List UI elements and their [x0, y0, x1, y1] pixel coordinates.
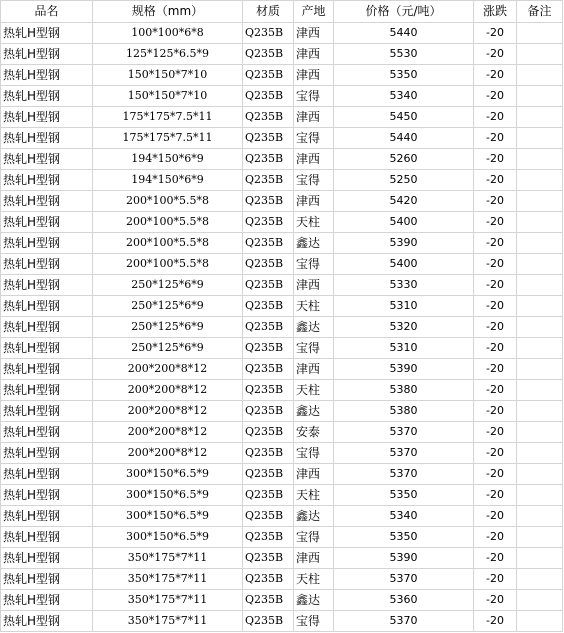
- table-row: [1, 149, 563, 170]
- cell-spec: 175*175*7.5*11: [93, 128, 243, 149]
- cell-price: 5450: [334, 107, 474, 128]
- cell-origin: 宝得: [294, 611, 334, 632]
- cell-product-name: 热轧H型钢: [1, 23, 93, 44]
- cell-material: Q235B: [243, 527, 294, 548]
- cell-product-name: 热轧H型钢: [1, 317, 93, 338]
- cell-material: Q235B: [243, 233, 294, 254]
- cell-note: [517, 590, 563, 611]
- cell-spec: 300*150*6.5*9: [93, 506, 243, 527]
- cell-change: -20: [474, 380, 517, 401]
- cell-price: 5340: [334, 506, 474, 527]
- cell-origin: 天柱: [294, 485, 334, 506]
- cell-material: Q235B: [243, 275, 294, 296]
- cell-origin: 津西: [294, 107, 334, 128]
- cell-material: Q235B: [243, 464, 294, 485]
- table-row: [1, 86, 563, 107]
- cell-material: Q235B: [243, 548, 294, 569]
- cell-note: [517, 359, 563, 380]
- table-row: [1, 464, 563, 485]
- cell-origin: 津西: [294, 44, 334, 65]
- cell-product-name: 热轧H型钢: [1, 170, 93, 191]
- cell-material: Q235B: [243, 401, 294, 422]
- cell-origin: 宝得: [294, 170, 334, 191]
- cell-note: [517, 611, 563, 632]
- table-row: [1, 590, 563, 611]
- cell-price: 5350: [334, 65, 474, 86]
- cell-note: [517, 422, 563, 443]
- cell-origin: 鑫达: [294, 506, 334, 527]
- cell-spec: 200*200*8*12: [93, 422, 243, 443]
- header-row: [1, 1, 563, 23]
- cell-spec: 250*125*6*9: [93, 275, 243, 296]
- cell-product-name: 热轧H型钢: [1, 611, 93, 632]
- cell-note: [517, 548, 563, 569]
- cell-price: 5320: [334, 317, 474, 338]
- cell-material: Q235B: [243, 506, 294, 527]
- table-row: [1, 233, 563, 254]
- table-row: [1, 506, 563, 527]
- table-row: [1, 485, 563, 506]
- cell-note: [517, 485, 563, 506]
- cell-note: [517, 212, 563, 233]
- cell-price: 5250: [334, 170, 474, 191]
- cell-price: 5390: [334, 233, 474, 254]
- cell-spec: 200*200*8*12: [93, 359, 243, 380]
- cell-change: -20: [474, 611, 517, 632]
- cell-change: -20: [474, 128, 517, 149]
- cell-change: -20: [474, 338, 517, 359]
- cell-origin: 津西: [294, 275, 334, 296]
- cell-product-name: 热轧H型钢: [1, 44, 93, 65]
- cell-spec: 350*175*7*11: [93, 611, 243, 632]
- cell-material: Q235B: [243, 65, 294, 86]
- cell-change: -20: [474, 527, 517, 548]
- cell-product-name: 热轧H型钢: [1, 233, 93, 254]
- cell-change: -20: [474, 149, 517, 170]
- cell-spec: 150*150*7*10: [93, 65, 243, 86]
- cell-origin: 津西: [294, 191, 334, 212]
- table-row: [1, 443, 563, 464]
- cell-change: -20: [474, 506, 517, 527]
- cell-price: 5310: [334, 296, 474, 317]
- table-row: [1, 275, 563, 296]
- cell-spec: 194*150*6*9: [93, 170, 243, 191]
- table-row: [1, 254, 563, 275]
- table-row: [1, 128, 563, 149]
- cell-price: 5440: [334, 128, 474, 149]
- cell-origin: 宝得: [294, 338, 334, 359]
- header-origin: 产地: [294, 1, 334, 23]
- cell-note: [517, 464, 563, 485]
- cell-change: -20: [474, 275, 517, 296]
- cell-spec: 100*100*6*8: [93, 23, 243, 44]
- cell-origin: 鑫达: [294, 233, 334, 254]
- table-row: [1, 44, 563, 65]
- cell-origin: 津西: [294, 464, 334, 485]
- cell-change: -20: [474, 443, 517, 464]
- cell-material: Q235B: [243, 23, 294, 44]
- cell-price: 5350: [334, 527, 474, 548]
- header-product-name: 品名: [1, 1, 93, 23]
- cell-product-name: 热轧H型钢: [1, 422, 93, 443]
- cell-material: Q235B: [243, 191, 294, 212]
- table-row: [1, 569, 563, 590]
- cell-origin: 天柱: [294, 296, 334, 317]
- cell-material: Q235B: [243, 86, 294, 107]
- cell-note: [517, 380, 563, 401]
- cell-material: Q235B: [243, 380, 294, 401]
- cell-material: Q235B: [243, 170, 294, 191]
- cell-note: [517, 86, 563, 107]
- cell-note: [517, 107, 563, 128]
- cell-spec: 200*100*5.5*8: [93, 233, 243, 254]
- cell-product-name: 热轧H型钢: [1, 275, 93, 296]
- cell-origin: 津西: [294, 359, 334, 380]
- cell-product-name: 热轧H型钢: [1, 359, 93, 380]
- cell-spec: 350*175*7*11: [93, 548, 243, 569]
- cell-material: Q235B: [243, 44, 294, 65]
- cell-note: [517, 338, 563, 359]
- cell-note: [517, 233, 563, 254]
- cell-material: Q235B: [243, 296, 294, 317]
- cell-product-name: 热轧H型钢: [1, 65, 93, 86]
- cell-change: -20: [474, 590, 517, 611]
- cell-product-name: 热轧H型钢: [1, 401, 93, 422]
- cell-product-name: 热轧H型钢: [1, 590, 93, 611]
- cell-material: Q235B: [243, 443, 294, 464]
- cell-price: 5380: [334, 380, 474, 401]
- cell-spec: 200*100*5.5*8: [93, 212, 243, 233]
- cell-price: 5330: [334, 275, 474, 296]
- cell-note: [517, 527, 563, 548]
- cell-price: 5260: [334, 149, 474, 170]
- cell-price: 5400: [334, 254, 474, 275]
- cell-origin: 津西: [294, 548, 334, 569]
- cell-product-name: 热轧H型钢: [1, 506, 93, 527]
- cell-change: -20: [474, 485, 517, 506]
- cell-spec: 250*125*6*9: [93, 317, 243, 338]
- cell-note: [517, 191, 563, 212]
- cell-origin: 津西: [294, 23, 334, 44]
- cell-material: Q235B: [243, 107, 294, 128]
- cell-product-name: 热轧H型钢: [1, 254, 93, 275]
- header-spec: 规格（mm）: [93, 1, 243, 23]
- cell-spec: 350*175*7*11: [93, 569, 243, 590]
- table-row: [1, 611, 563, 632]
- cell-product-name: 热轧H型钢: [1, 107, 93, 128]
- cell-change: -20: [474, 359, 517, 380]
- cell-origin: 天柱: [294, 380, 334, 401]
- cell-spec: 200*200*8*12: [93, 443, 243, 464]
- cell-spec: 250*125*6*9: [93, 296, 243, 317]
- cell-change: -20: [474, 233, 517, 254]
- cell-note: [517, 317, 563, 338]
- table-row: [1, 296, 563, 317]
- cell-change: -20: [474, 23, 517, 44]
- cell-origin: 宝得: [294, 443, 334, 464]
- table-row: [1, 422, 563, 443]
- cell-change: -20: [474, 464, 517, 485]
- table-row: [1, 548, 563, 569]
- header-change: 涨跌: [474, 1, 517, 23]
- header-material: 材质: [243, 1, 294, 23]
- cell-origin: 天柱: [294, 212, 334, 233]
- cell-price: 5390: [334, 548, 474, 569]
- cell-spec: 200*200*8*12: [93, 401, 243, 422]
- cell-spec: 125*125*6.5*9: [93, 44, 243, 65]
- cell-note: [517, 128, 563, 149]
- cell-change: -20: [474, 107, 517, 128]
- cell-material: Q235B: [243, 359, 294, 380]
- cell-material: Q235B: [243, 422, 294, 443]
- cell-product-name: 热轧H型钢: [1, 338, 93, 359]
- cell-price: 5400: [334, 212, 474, 233]
- cell-spec: 350*175*7*11: [93, 590, 243, 611]
- cell-product-name: 热轧H型钢: [1, 380, 93, 401]
- cell-product-name: 热轧H型钢: [1, 86, 93, 107]
- cell-note: [517, 254, 563, 275]
- cell-price: 5440: [334, 23, 474, 44]
- table-row: [1, 527, 563, 548]
- table-row: [1, 359, 563, 380]
- cell-material: Q235B: [243, 485, 294, 506]
- cell-change: -20: [474, 296, 517, 317]
- cell-price: 5370: [334, 443, 474, 464]
- cell-origin: 鑫达: [294, 401, 334, 422]
- cell-material: Q235B: [243, 590, 294, 611]
- table-row: [1, 380, 563, 401]
- cell-note: [517, 44, 563, 65]
- cell-origin: 安泰: [294, 422, 334, 443]
- cell-change: -20: [474, 317, 517, 338]
- cell-change: -20: [474, 65, 517, 86]
- cell-change: -20: [474, 86, 517, 107]
- header-price: 价格（元/吨）: [334, 1, 474, 23]
- cell-spec: 300*150*6.5*9: [93, 527, 243, 548]
- cell-spec: 175*175*7.5*11: [93, 107, 243, 128]
- cell-note: [517, 275, 563, 296]
- cell-product-name: 热轧H型钢: [1, 191, 93, 212]
- cell-price: 5390: [334, 359, 474, 380]
- cell-note: [517, 149, 563, 170]
- cell-material: Q235B: [243, 569, 294, 590]
- cell-product-name: 热轧H型钢: [1, 212, 93, 233]
- table-row: [1, 107, 563, 128]
- cell-price: 5370: [334, 611, 474, 632]
- cell-origin: 津西: [294, 149, 334, 170]
- cell-product-name: 热轧H型钢: [1, 296, 93, 317]
- cell-spec: 200*100*5.5*8: [93, 191, 243, 212]
- cell-product-name: 热轧H型钢: [1, 443, 93, 464]
- cell-change: -20: [474, 170, 517, 191]
- cell-price: 5350: [334, 485, 474, 506]
- table-row: [1, 338, 563, 359]
- table-body: [1, 23, 563, 632]
- cell-material: Q235B: [243, 128, 294, 149]
- cell-material: Q235B: [243, 149, 294, 170]
- cell-note: [517, 401, 563, 422]
- cell-spec: 250*125*6*9: [93, 338, 243, 359]
- cell-origin: 宝得: [294, 254, 334, 275]
- cell-material: Q235B: [243, 212, 294, 233]
- cell-note: [517, 65, 563, 86]
- cell-spec: 194*150*6*9: [93, 149, 243, 170]
- table-row: [1, 212, 563, 233]
- header-note: 备注: [517, 1, 563, 23]
- cell-note: [517, 443, 563, 464]
- table-row: [1, 65, 563, 86]
- cell-origin: 宝得: [294, 86, 334, 107]
- cell-price: 5370: [334, 569, 474, 590]
- cell-spec: 300*150*6.5*9: [93, 464, 243, 485]
- cell-spec: 150*150*7*10: [93, 86, 243, 107]
- table-row: [1, 170, 563, 191]
- cell-origin: 宝得: [294, 527, 334, 548]
- cell-origin: 宝得: [294, 128, 334, 149]
- cell-price: 5380: [334, 401, 474, 422]
- cell-spec: 200*100*5.5*8: [93, 254, 243, 275]
- cell-price: 5420: [334, 191, 474, 212]
- cell-note: [517, 296, 563, 317]
- cell-product-name: 热轧H型钢: [1, 527, 93, 548]
- cell-product-name: 热轧H型钢: [1, 548, 93, 569]
- cell-material: Q235B: [243, 338, 294, 359]
- cell-note: [517, 170, 563, 191]
- cell-note: [517, 23, 563, 44]
- cell-material: Q235B: [243, 611, 294, 632]
- cell-product-name: 热轧H型钢: [1, 128, 93, 149]
- cell-material: Q235B: [243, 254, 294, 275]
- cell-note: [517, 506, 563, 527]
- cell-origin: 鑫达: [294, 317, 334, 338]
- cell-note: [517, 569, 563, 590]
- cell-change: -20: [474, 254, 517, 275]
- cell-product-name: 热轧H型钢: [1, 485, 93, 506]
- cell-origin: 津西: [294, 65, 334, 86]
- cell-change: -20: [474, 44, 517, 65]
- cell-price: 5370: [334, 422, 474, 443]
- cell-product-name: 热轧H型钢: [1, 464, 93, 485]
- table-row: [1, 317, 563, 338]
- cell-origin: 鑫达: [294, 590, 334, 611]
- cell-price: 5310: [334, 338, 474, 359]
- cell-change: -20: [474, 401, 517, 422]
- cell-price: 5370: [334, 464, 474, 485]
- cell-change: -20: [474, 548, 517, 569]
- cell-spec: 200*200*8*12: [93, 380, 243, 401]
- cell-change: -20: [474, 191, 517, 212]
- cell-change: -20: [474, 212, 517, 233]
- cell-change: -20: [474, 422, 517, 443]
- cell-origin: 天柱: [294, 569, 334, 590]
- table-row: [1, 23, 563, 44]
- cell-price: 5530: [334, 44, 474, 65]
- cell-spec: 300*150*6.5*9: [93, 485, 243, 506]
- cell-product-name: 热轧H型钢: [1, 149, 93, 170]
- cell-material: Q235B: [243, 317, 294, 338]
- table-row: [1, 191, 563, 212]
- cell-change: -20: [474, 569, 517, 590]
- cell-product-name: 热轧H型钢: [1, 569, 93, 590]
- table-row: [1, 401, 563, 422]
- cell-price: 5340: [334, 86, 474, 107]
- cell-price: 5360: [334, 590, 474, 611]
